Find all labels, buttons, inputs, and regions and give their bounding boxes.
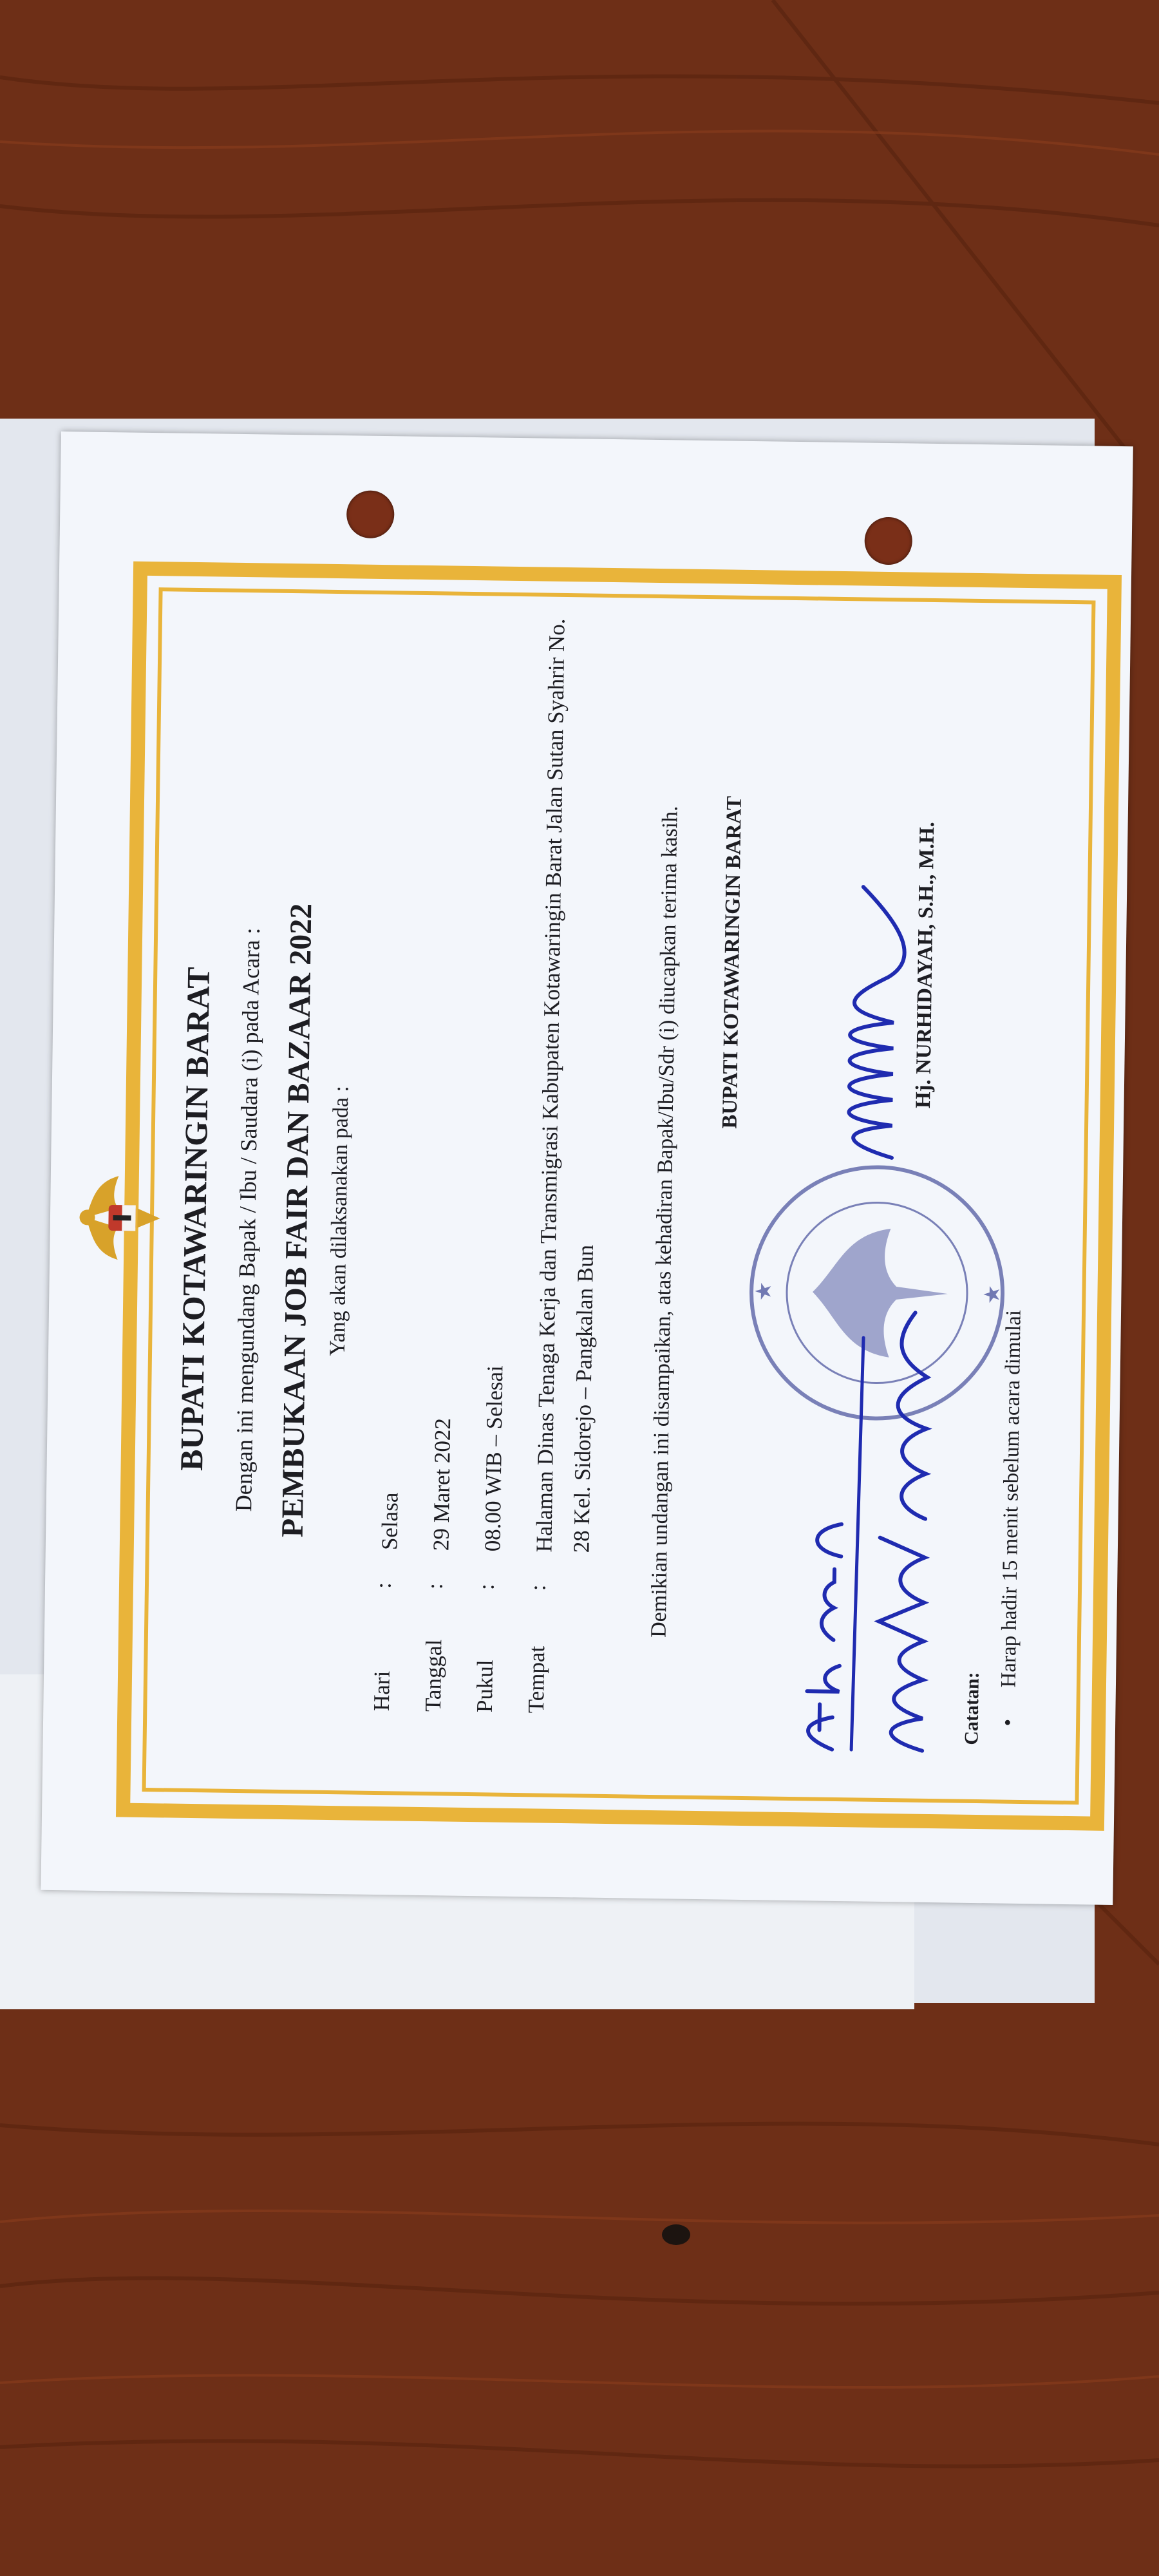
detail-label: Hari [368, 1671, 395, 1712]
detail-value: 08.00 WIB – Selesai [480, 1365, 508, 1552]
detail-label: Pukul [471, 1660, 498, 1713]
detail-label: Tanggal [420, 1639, 447, 1712]
detail-label: Tempat [523, 1645, 550, 1714]
note-item [997, 1310, 1026, 1727]
detail-colon: : [473, 1584, 499, 1591]
bullet-icon: • [996, 1718, 1020, 1727]
detail-value: Selasa [377, 1492, 403, 1551]
handwritten-note-scribble [793, 1273, 961, 1764]
invitation-content [64, 592, 1138, 1857]
detail-colon: : [370, 1582, 396, 1589]
punch-hole [864, 516, 912, 565]
organization-title: BUPATI KOTAWARINGIN BARAT [173, 967, 216, 1472]
invitation-greeting: Dengan ini mengundang Bapak / Ibu / Saudara (i) pada Acara : [231, 927, 265, 1512]
signatory-name: Hj. NURHIDAYAH, S.H., M.H. [912, 821, 939, 1109]
detail-row-place [523, 618, 614, 1714]
punch-hole [346, 490, 395, 538]
svg-text:★: ★ [979, 1284, 1005, 1305]
garuda-emblem-icon [73, 1172, 164, 1264]
closing-paragraph: Demikian undangan ini disampaikan, atas kehadiran Bapak/Ibu/Sdr (i) diucapkan terima kasih. [646, 806, 683, 1638]
svg-text:★: ★ [751, 1281, 777, 1302]
detail-row-day [369, 616, 422, 1712]
note-heading: Catatan: [961, 1672, 983, 1745]
held-on-label: Yang akan dilaksanakan pada : [325, 1085, 353, 1356]
detail-row-date [420, 617, 473, 1712]
detail-value: 29 Maret 2022 [428, 1417, 456, 1551]
event-title: PEMBUKAAN JOB FAIR DAN BAZAAR 2022 [275, 903, 319, 1538]
detail-colon: : [422, 1582, 448, 1590]
signatory-title: BUPATI KOTAWARINGIN BARAT [718, 795, 746, 1129]
detail-row-time [472, 618, 525, 1713]
detail-colon: : [525, 1584, 551, 1591]
detail-value: Halaman Dinas Tenaga Kerja dan Transmigrasi Kabupaten Kotawaringin Barat Jalan Sutan Syahrir No. 28 Kel. Sidorejo – Pangkalan Bun [531, 618, 599, 1553]
note-text: Harap hadir 15 menit sebelum acara dimulai [997, 1309, 1026, 1688]
